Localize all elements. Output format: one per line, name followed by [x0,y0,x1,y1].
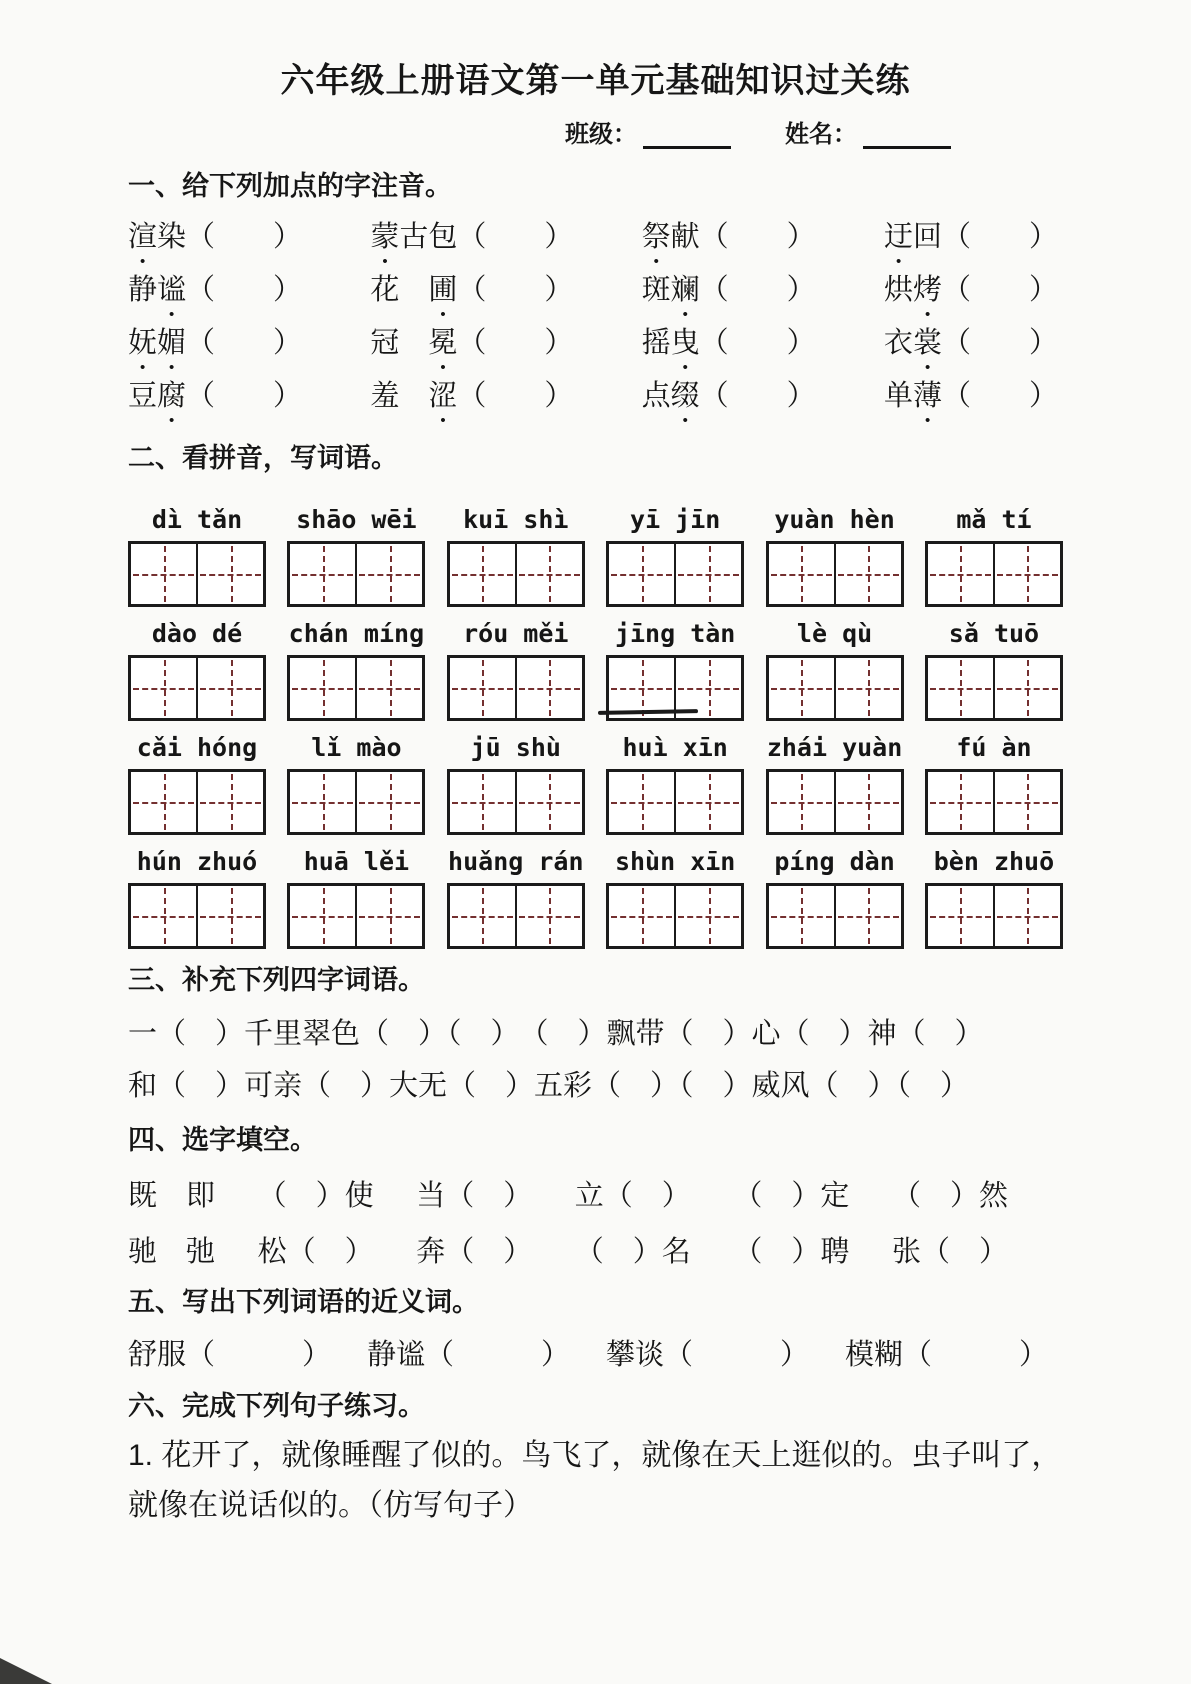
grid-cell[interactable] [676,886,741,946]
grid-cell[interactable] [450,772,517,832]
pinyin-label: píng dàn [774,847,895,876]
grid-cell[interactable] [995,772,1060,832]
word-with-blank [884,320,1058,376]
char-choice-row [128,1221,1008,1277]
idiom-blank: 威风（ ）（ ） [751,1069,970,1102]
grid-cell[interactable] [357,544,422,604]
section-6-header: 六、完成下列句子练习。 [128,1391,425,1421]
grid-cell[interactable] [769,658,836,718]
grid-cell[interactable] [131,772,198,832]
word-prefix: 摇 [641,326,671,359]
pinyin-label: huì xīn [622,733,728,762]
pinyin-label: róu měi [463,619,569,648]
word-prefix: 冠 [370,326,429,359]
writing-grid-box[interactable] [128,883,266,949]
word-with-blank [128,320,302,376]
word-with-blank [884,214,1058,270]
grid-cell[interactable] [290,544,357,604]
writing-grid-box[interactable] [606,769,744,835]
section-2-header: 二、看拼音，写词语。 [128,443,398,473]
dotted-char: 缀 [670,379,700,412]
pinyin-word-group [925,505,1063,607]
grid-cell[interactable] [450,658,517,718]
writing-grid-box[interactable] [447,883,585,949]
pinyin-label: lǐ mào [311,733,402,762]
idiom-blank: （ ）大无（ ） [302,1069,535,1102]
word-rest: 献（ ） [670,220,816,253]
pinyin-word-group [606,847,744,949]
dotted-char: 蒙 [370,220,400,253]
pinyin-word-group [606,619,744,721]
grid-cell[interactable] [769,886,836,946]
pinyin-row [128,619,1063,721]
dotted-char: 斓 [670,273,700,306]
word-rest: （ ） [186,326,303,359]
grid-cell[interactable] [290,886,357,946]
pinyin-word-group [287,619,425,721]
word-with-blank [128,214,302,270]
idiom-blank: 和（ ）可亲 [128,1069,303,1102]
word-row [128,268,1058,321]
section-3-header: 三、补充下列四字词语。 [128,965,425,995]
fill-blank: （ ）聘 [733,1235,850,1268]
dotted-char: 渲 [128,220,158,253]
grid-cell[interactable] [928,544,995,604]
writing-grid-box[interactable] [606,541,744,607]
grid-cell[interactable] [131,544,198,604]
word-rest: （ ） [699,273,816,306]
writing-grid-box[interactable] [766,769,904,835]
word-rest: （ ） [186,273,303,306]
pinyin-label: jū shù [470,733,561,762]
dotted-char: 涩 [428,379,458,412]
word-prefix: 斑 [641,273,671,306]
word-with-blank [642,214,816,270]
fill-blank: （ ）使 [257,1179,374,1212]
fill-blank: 立（ ） [574,1179,691,1212]
pinyin-word-group [766,733,904,835]
pinyin-word-group [925,619,1063,721]
pinyin-word-group [925,733,1063,835]
grid-cell[interactable] [517,886,582,946]
dotted-char: 裳 [912,326,942,359]
word-prefix: 烘 [883,273,913,306]
grid-cell[interactable] [676,544,741,604]
char-choice-row [128,1165,1008,1221]
pinyin-label: hún zhuó [136,847,258,876]
word-rest: 染（ ） [157,220,303,253]
word-rest: （ ） [941,326,1058,359]
idiom-blank: （ ）飘带（ ） [519,1017,752,1050]
idiom-blank: 心（ ）神（ ） [751,1017,984,1050]
writing-grid-box[interactable] [287,769,425,835]
fill-blank: （ ）名 [574,1235,691,1268]
pinyin-label: dì tǎn [151,505,243,534]
word-with-blank [884,267,1058,323]
synonym-blank: 攀谈（ ） [605,1338,809,1371]
pinyin-word-group [606,733,744,835]
pinyin-label: yuàn hèn [774,505,895,534]
synonym-blank: 静谧（ ） [366,1338,570,1371]
section-1-header: 一、给下列加点的字注音。 [128,171,452,201]
section-4-rows [128,1165,1063,1277]
grid-cell[interactable] [198,544,263,604]
word-with-blank [370,214,573,270]
word-prefix: 点 [641,379,671,412]
word-with-blank [642,320,816,376]
writing-grid-box[interactable] [447,541,585,607]
pinyin-word-group [128,733,266,835]
writing-grid-box[interactable] [128,769,266,835]
pinyin-label: lè qù [796,619,873,648]
pinyin-label: zhái yuàn [766,733,903,762]
pinyin-word-group [128,619,266,721]
grid-cell[interactable] [357,886,422,946]
section-1-rows [128,215,1063,427]
grid-cell[interactable] [995,544,1060,604]
idiom-blank: 五彩（ ）（ ） [534,1069,752,1102]
pinyin-word-group [287,847,425,949]
word-rest: （ ） [457,273,574,306]
writing-grid-box[interactable] [925,655,1063,721]
pinyin-label: cǎi hóng [136,733,258,762]
student-info-row [565,114,1063,149]
word-row [128,215,1058,268]
grid-cell[interactable] [450,544,517,604]
word-with-blank [884,373,1058,429]
idiom-blank: 翠色（ ）（ ） [302,1017,520,1050]
pinyin-row [128,847,1063,949]
word-with-blank [370,320,573,376]
fill-blank: 当（ ） [416,1179,533,1212]
grid-cell[interactable] [836,544,901,604]
word-rest: 古包（ ） [399,220,574,253]
name-label: 姓名： [785,121,857,148]
grid-cell[interactable] [198,658,263,718]
word-rest: （ ） [699,326,816,359]
grid-cell[interactable] [928,886,995,946]
pinyin-word-group [287,733,425,835]
pinyin-word-group [447,619,585,721]
writing-grid-box[interactable] [447,655,585,721]
word-row [128,321,1058,374]
section-3-rows [128,1005,1063,1109]
pinyin-row [128,505,1063,607]
writing-grid-box[interactable] [925,769,1063,835]
grid-cell[interactable] [676,772,741,832]
grid-cell[interactable] [836,772,901,832]
dotted-char: 祭 [641,220,671,253]
idiom-row [128,1005,984,1057]
pinyin-word-group [606,505,744,607]
word-prefix: 豆 [128,379,158,412]
pinyin-word-group [766,505,904,607]
pinyin-label: huǎng rán [448,847,584,876]
writing-grid-box[interactable] [766,541,904,607]
dotted-char: 冕 [428,326,458,359]
writing-grid-box[interactable] [447,769,585,835]
pinyin-label: chán míng [288,619,425,648]
word-row [128,374,1058,427]
pinyin-label: huā lěi [303,847,410,876]
grid-cell[interactable] [928,658,995,718]
grid-cell[interactable] [995,886,1060,946]
word-with-blank [128,373,302,429]
dotted-char: 曳 [670,326,700,359]
dotted-char: 妩媚 [128,326,187,359]
char-choices: 驰 弛 [128,1235,216,1268]
sentence-line-1: 1. 花开了，就像睡醒了似的。鸟飞了，就像在天上逛似的。虫子叫了， [128,1439,1062,1472]
grid-cell[interactable] [517,544,582,604]
word-prefix: 羞 [370,379,429,412]
pinyin-label: dào dé [151,619,243,648]
word-rest: （ ） [186,379,303,412]
pinyin-word-group [925,847,1063,949]
fill-blank: （ ）然 [891,1179,1008,1212]
grid-cell[interactable] [290,658,357,718]
char-choices: 既 即 [128,1179,216,1212]
idiom-blank: 一（ ）千里 [128,1017,303,1050]
pinyin-word-group [287,505,425,607]
idiom-row [128,1057,970,1109]
grid-cell[interactable] [357,772,422,832]
scan-corner-shadow [0,1658,52,1684]
section-4-header: 四、选字填空。 [128,1125,317,1155]
grid-cell[interactable] [769,772,836,832]
fill-blank: （ ）定 [733,1179,850,1212]
word-with-blank [370,373,573,429]
pinyin-label: yī jīn [630,505,721,534]
fill-blank: 奔（ ） [416,1235,533,1268]
name-field [785,114,951,149]
word-rest: （ ） [457,379,574,412]
word-rest: （ ） [941,273,1058,306]
pinyin-label: shùn xīn [614,847,736,876]
grid-cell[interactable] [450,886,517,946]
class-field [565,114,731,149]
word-with-blank [642,373,816,429]
pinyin-label: mǎ tí [956,505,1032,534]
dotted-char: 腐 [157,379,187,412]
writing-grid-box[interactable] [128,541,266,607]
grid-cell[interactable] [198,772,263,832]
name-blank-line[interactable] [863,120,951,149]
pinyin-row [128,733,1063,835]
dotted-char: 烤 [912,273,942,306]
class-blank-line[interactable] [643,120,731,149]
class-label: 班级： [565,121,637,148]
synonym-blank: 舒服（ ） [128,1338,332,1371]
writing-grid-box[interactable] [287,541,425,607]
grid-cell[interactable] [517,772,582,832]
grid-cell[interactable] [836,886,901,946]
writing-grid-box[interactable] [287,883,425,949]
grid-cell[interactable] [609,772,676,832]
writing-grid-box[interactable] [287,655,425,721]
pinyin-label: shāo wēi [296,505,417,534]
word-prefix: 衣 [883,326,913,359]
writing-grid-box[interactable] [606,883,744,949]
word-rest: 回（ ） [912,220,1058,253]
page-title: 六年级上册语文第一单元基础知识过关练 [280,62,911,100]
writing-grid-box[interactable] [925,883,1063,949]
pinyin-label: jīng tàn [614,619,736,648]
grid-cell[interactable] [290,772,357,832]
pinyin-word-group [766,847,904,949]
word-with-blank [128,267,302,323]
grid-cell[interactable] [131,886,198,946]
pinyin-label: kuī shì [463,505,569,534]
dotted-char: 圃 [428,273,458,306]
grid-cell[interactable] [995,658,1060,718]
word-rest: （ ） [699,379,816,412]
pinyin-word-group [447,505,585,607]
pinyin-label: fú àn [956,733,1032,762]
word-rest: （ ） [457,326,574,359]
fill-blank: 松（ ） [257,1235,374,1268]
writing-grid-box[interactable] [925,541,1063,607]
writing-grid-box[interactable] [766,883,904,949]
grid-cell[interactable] [609,544,676,604]
writing-grid-box[interactable] [128,655,266,721]
word-prefix: 静 [128,273,158,306]
synonym-blank: 模糊（ ） [844,1338,1048,1371]
word-prefix: 花 [370,273,429,306]
grid-cell[interactable] [769,544,836,604]
grid-cell[interactable] [609,886,676,946]
dotted-char: 迂 [883,220,913,253]
pinyin-label: sǎ tuō [948,619,1040,648]
grid-cell[interactable] [517,658,582,718]
pinyin-word-group [128,847,266,949]
section-5-header: 五、写出下列词语的近义词。 [128,1287,479,1317]
synonym-row [128,1335,1048,1369]
pinyin-word-group [447,733,585,835]
pinyin-word-group [128,505,266,607]
grid-cell[interactable] [836,658,901,718]
sentence-line-2: 就像在说话似的。（仿写句子） [128,1489,533,1522]
grid-cell[interactable] [928,772,995,832]
word-with-blank [370,267,573,323]
writing-grid-box[interactable] [766,655,904,721]
grid-cell[interactable] [198,886,263,946]
word-rest: （ ） [941,379,1058,412]
pinyin-word-group [447,847,585,949]
grid-cell[interactable] [131,658,198,718]
fill-blank: 张（ ） [891,1235,1008,1268]
word-prefix: 单 [883,379,913,412]
dotted-char: 谧 [157,273,187,306]
pinyin-label: bèn zhuō [933,847,1055,876]
grid-cell[interactable] [357,658,422,718]
word-with-blank [642,267,816,323]
pinyin-word-group [766,619,904,721]
dotted-char: 薄 [912,379,942,412]
